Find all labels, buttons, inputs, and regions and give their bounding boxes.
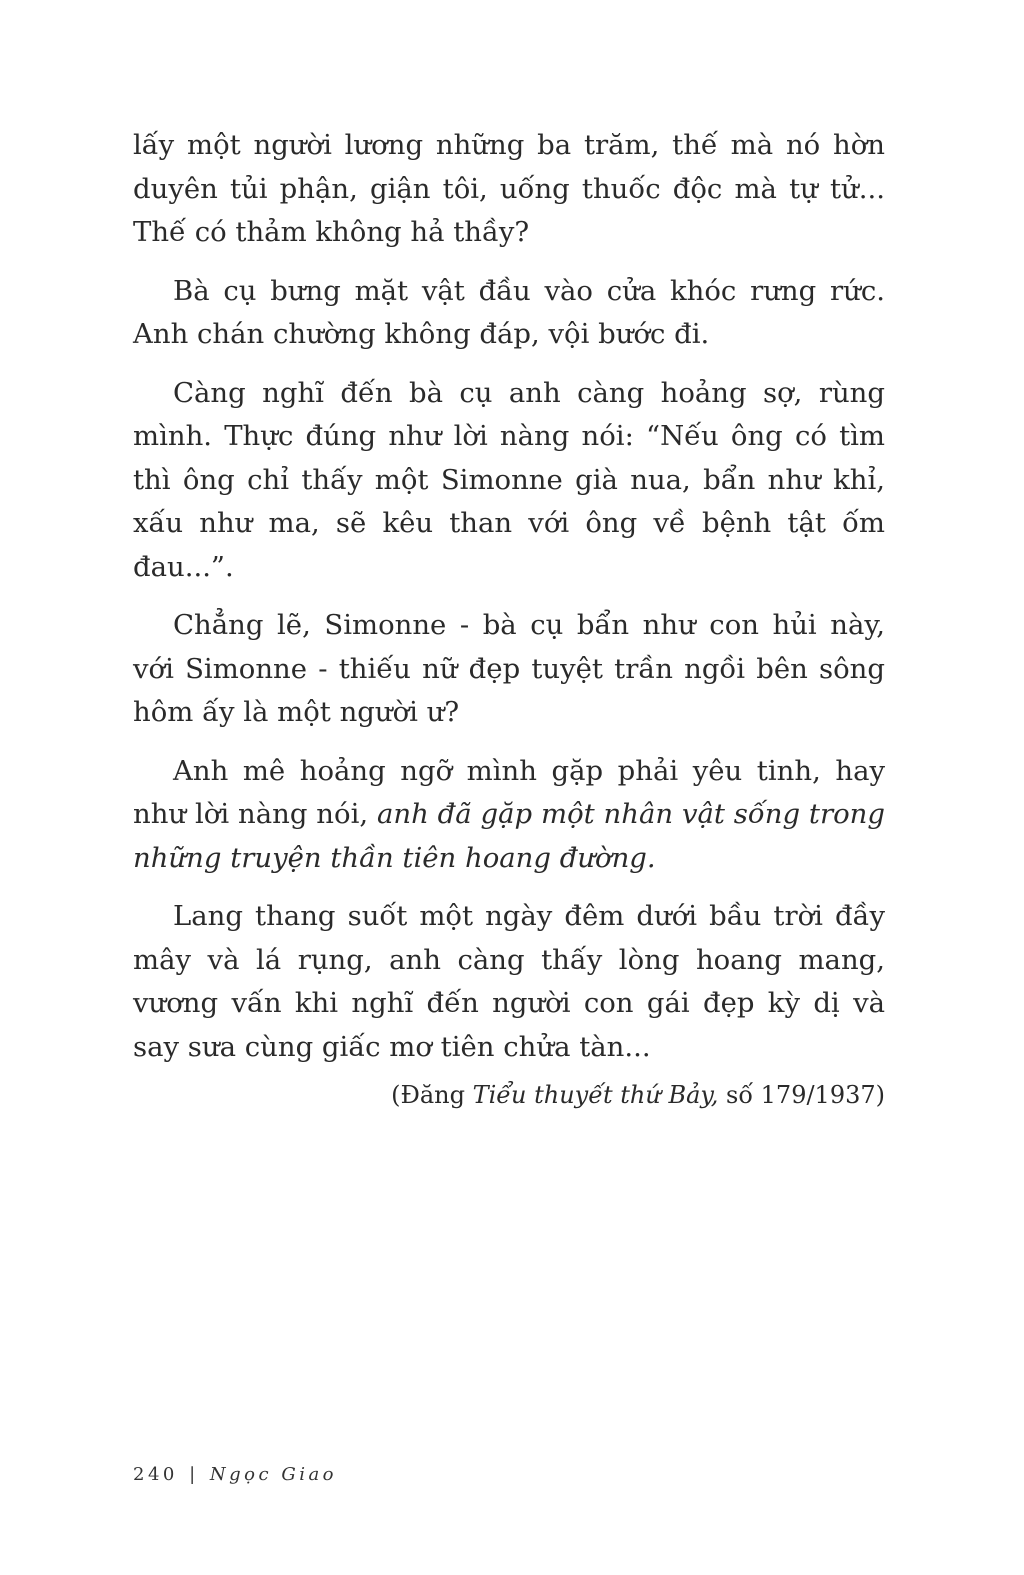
paragraph-2 <box>133 270 885 357</box>
paragraph-6 <box>133 895 885 1069</box>
paragraph-text: Anh mê hoảng ngỡ mình gặp phải yêu tinh, hay như lời nàng nói, <box>133 754 885 830</box>
paragraph-1 <box>133 124 885 255</box>
paragraph-text: lấy một người lương những ba trăm, thế mà nó hờn duyên tủi phận, giận tôi, uống thuốc độc mà tự tử... Thế có thảm không hả thầy? <box>133 129 885 248</box>
source-rest: số 179/1937) <box>718 1081 885 1109</box>
paragraph-3 <box>133 372 885 590</box>
paragraph-text: Bà cụ bưng mặt vật đầu vào cửa khóc rưng rức. Anh chán chường không đáp, vội bước đi. <box>133 274 885 350</box>
paragraph-text: Càng nghĩ đến bà cụ anh càng hoảng sợ, rùng mình. Thực đúng như lời nàng nói: “Nếu ông có tìm thì ông chỉ thấy một Simonne già nua, bẩn như khỉ, xấu như ma, sẽ kêu than với ông về bệnh tật ốm đau...”. <box>133 376 885 583</box>
source-open: (Đăng <box>391 1081 473 1109</box>
body-text <box>133 124 885 1084</box>
source-title: Tiểu thuyết thứ Bảy, <box>472 1081 719 1109</box>
author-name: Ngọc Giao <box>209 1464 338 1485</box>
page-footer <box>133 1461 337 1489</box>
paragraph-text: Chẳng lẽ, Simonne - bà cụ bẩn như con hủi này, với Simonne - thiếu nữ đẹp tuyệt trần ngồi bên sông hôm ấy là một người ư? <box>133 609 885 728</box>
page-number: 240 <box>133 1464 178 1485</box>
paragraph-5 <box>133 750 885 881</box>
paragraph-italic-text: anh đã gặp một nhân vật sống trong những truyện thần tiên hoang đường. <box>133 798 885 874</box>
paragraph-text: Lang thang suốt một ngày đêm dưới bầu trời đầy mây và lá rụng, anh càng thấy lòng hoang mang, vương vấn khi nghĩ đến người con gái đẹp kỳ dị và say sưa cùng giấc mơ tiên chửa tàn... <box>133 900 885 1063</box>
paragraph-4 <box>133 604 885 735</box>
footer-separator: | <box>189 1464 199 1485</box>
source-citation <box>391 1077 885 1113</box>
